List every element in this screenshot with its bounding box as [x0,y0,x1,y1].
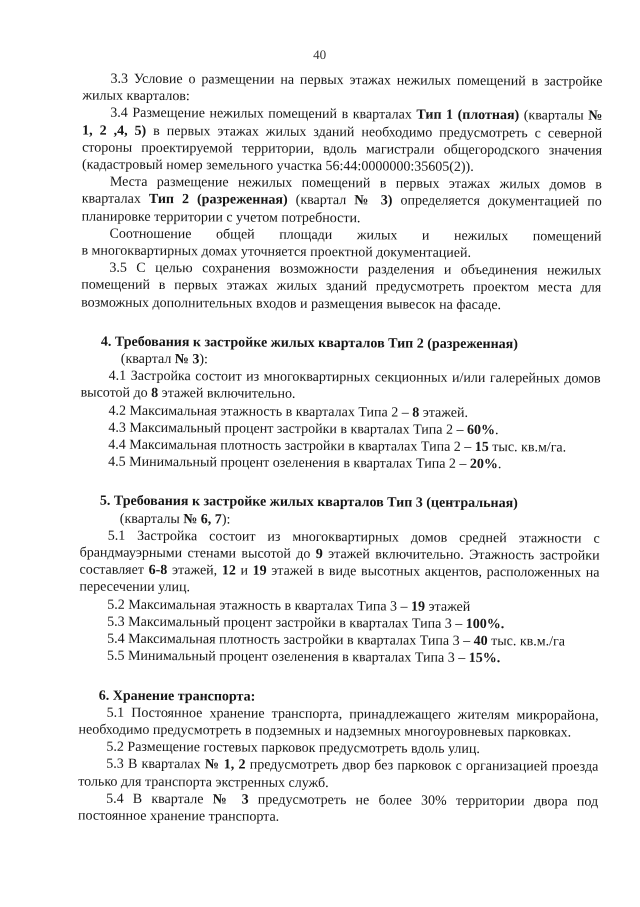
section-5-subtitle: (кварталы № 6, 7): [119,511,231,528]
page-number: 40 [313,46,327,63]
paragraph-ratio-line-2: в многоквартирных домах уточняется проектной документацией. [81,243,472,261]
document-body [78,71,603,828]
paragraph-3-3: 3.3 Условие о размещении на первых этажах нежилых помещений в застройке жилых кварталов: [82,71,603,105]
item-6-2: 5.2 Размещение гостевых парковок предусмотреть вдоль улиц. [106,739,480,758]
item-4-2: 4.2 Максимальная этажность в кварталах Типа 2 – 8 этажей. [108,403,469,421]
section-4-heading: 4. Требования к застройке жилых кварталов Тип 2 (разреженная) [100,334,518,353]
item-4-4: 4.4 Максимальная плотность застройки в кварталах Типа 2 – 15 тыс. кв.м/га. [108,437,567,456]
item-5-5: 5.5 Минимальный процент озеленения в кварталах Типа 3 – 15%. [106,649,501,667]
section-5-heading: 5. Требования к застройке жилых кварталов Тип 3 (центральная) [99,494,518,512]
item-6-3: 5.3 В кварталах № 1, 2 предусмотреть двор без парковок с организацией проезда только для транспорта экстренных служб. [78,757,599,791]
item-5-1: 5.1 Застройка состоит из многоквартирных домов средней этажности с брандмауэрными стенами высотой до 9 этажей включительно. Этажность застройки составляет 6-8 этажей, 12 и 19 этажей в виде высотных акцентов, расположенных на пересечении улиц. [79,528,600,596]
paragraph-3-5: 3.5 С целью сохранения возможности разделения и объединения нежилых помещений в первых этажах жилых зданий предусмотреть проектом места для возможных дополнительных входов и размещения вывесок на фасаде. [81,260,602,313]
section-4-subtitle: (квартал № 3): [120,351,209,368]
paragraph-ratio-line-1: Соотношение общей площади жилых и нежилых помещений [109,226,602,245]
item-5-2: 5.2 Максимальная этажность в кварталах Типа 3 – 19 этажей [107,597,471,615]
paragraph-3-4: 3.4 Размещение нежилых помещений в кварталах Тип 1 (плотная) (кварталы № 1, 2 ,4, 5) в первых этажах жилых зданий необходимо предусмотреть с северной стороны проектируемой территории, вдоль магистрали общегородского значения (кадастровый номер земельного участка 56:44:0000000:35605(2)). [81,106,603,175]
item-4-3: 4.3 Максимальный процент застройки в кварталах Типа 2 – 60%. [108,420,499,438]
item-4-1: 4.1 Застройка состоит из многоквартирных секционных и/или галерейных домов высотой до 8 этажей включительно. [80,368,601,403]
item-6-1: 5.1 Постоянное хранение транспорта, принадлежащего жителям микрорайона, необходимо предусмотреть в подземных и надземных многоуровневых парковках. [78,705,599,741]
item-4-5: 4.5 Минимальный процент озеленения в кварталах Типа 2 – 20%. [108,454,502,473]
section-6-heading: 6. Хранение транспорта: [98,688,256,705]
paragraph-places: Места размещение нежилых помещений в первых этажах жилых домов в кварталах Тип 2 (разреженная) (квартал № 3) определяется документацией по планировке территории с учетом потребности. [81,174,602,226]
item-5-4: 5.4 Максимальная плотность застройки в кварталах Типа 3 – 40 тыс. кв.м./га [107,631,566,650]
item-5-3: 5.3 Максимальный процент застройки в кварталах Типа 3 – 100%. [107,614,505,633]
item-6-4: 5.4 В квартале № 3 предусмотреть не более 30% территории двора под постоянное хранение транспорта. [77,791,599,825]
